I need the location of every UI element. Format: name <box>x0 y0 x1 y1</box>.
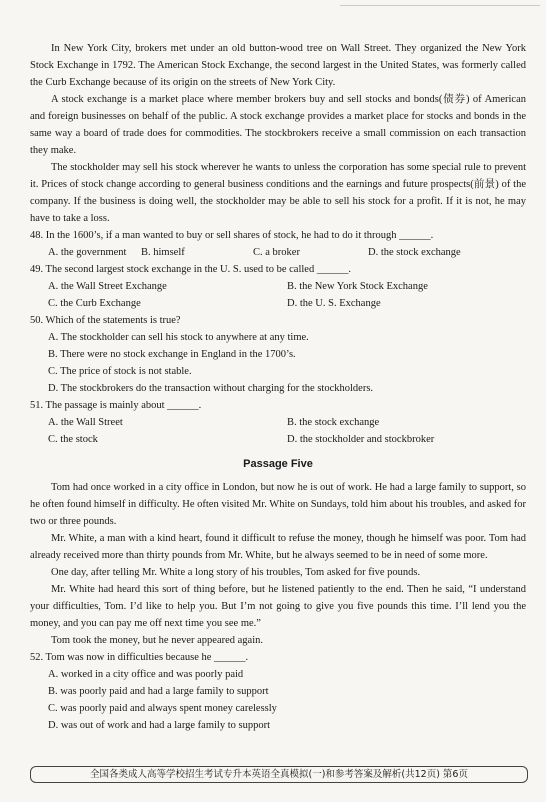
option-d: D. was out of work and had a large family to support <box>48 720 271 731</box>
passage5-paragraph-1: Tom had once worked in a city office in London, but now he is out of work. He had a large family to support, so he often found himself in difficulty. He often visited Mr. White on Sundays, told him about his troubles, and asked for two or three pounds. <box>30 482 526 527</box>
option-a: A. worked in a city office and was poorly paid <box>48 669 244 680</box>
option-a: A. the government <box>48 247 127 258</box>
question-stem: 50. Which of the statements is true? <box>30 315 181 326</box>
option-c: C. The price of stock is not stable. <box>48 366 192 377</box>
passage5-paragraph-2: Mr. White, a man with a kind heart, found it difficult to refuse the money, though he himself was poor. Tom had already received more than thirty pounds from Mr. White, but he always seemed to be in need of some more. <box>30 533 526 561</box>
question-52 <box>30 649 526 734</box>
passage5-paragraph-4: Mr. White had heard this sort of thing before, but he listened patiently to the end. Then he said, “I understand your difficulties, Tom. I’d like to help you. But I’m not going to give you five pounds this time. I’ll lend you the money, and you can pay me off next time you see me.” <box>30 584 526 629</box>
option-a: A. the Wall Street Exchange <box>48 281 167 292</box>
option-b: B. the stock exchange <box>287 417 380 428</box>
question-stem: 49. The second largest stock exchange in the U. S. used to be called ______. <box>30 264 351 275</box>
option-d: D. the U. S. Exchange <box>287 298 381 309</box>
question-stem: 48. In the 1600’s, if a man wanted to buy or sell shares of stock, he had to do it through ______. <box>30 230 434 241</box>
option-list <box>30 244 526 261</box>
passage5-paragraph-5: Tom took the money, but he never appeared again. <box>51 635 264 646</box>
passage4-paragraph-2: A stock exchange is a market place where member brokers buy and sell stocks and bonds(债券) of American and foreign businesses on behalf of the public. A stock exchange provides a market place for stocks and bonds in the same way a board of trade does for commodities. The stockbrokers receive a small commission on each transaction they make. <box>30 94 526 156</box>
question-stem: 51. The passage is mainly about ______. <box>30 400 202 411</box>
option-c: C. was poorly paid and always spent money carelessly <box>48 703 277 714</box>
passage5-paragraph-3: One day, after telling Mr. White a long story of his troubles, Tom asked for five pounds. <box>51 567 421 578</box>
passage4-paragraph-3: The stockholder may sell his stock wherever he wants to unless the corporation has some special rule to prevent it. Prices of stock change according to general business conditions and the earnings and future prospects(前景) of the company. If the business is doing well, the stockholder may be able to sell his stock for a profit. If it is not, he may have to take a loss. <box>30 162 526 224</box>
exam-page <box>30 40 526 734</box>
option-b: B. himself <box>141 247 185 258</box>
option-b: B. the New York Stock Exchange <box>287 281 428 292</box>
option-list <box>30 414 526 448</box>
passage4-paragraph-1: In New York City, brokers met under an old button-wood tree on Wall Street. They organized the New York Stock Exchange in 1792. The American Stock Exchange, the second largest in the United States, was formerly called the Curb Exchange because of its origin on the streets of New York City. <box>30 43 526 88</box>
passage5-title: Passage Five <box>243 458 313 470</box>
option-c: C. a broker <box>253 247 300 258</box>
option-list <box>30 278 526 312</box>
question-50 <box>30 312 526 397</box>
header-rule <box>340 5 540 6</box>
option-c: C. the stock <box>48 434 98 445</box>
option-b: B. There were no stock exchange in England in the 1700’s. <box>48 349 296 360</box>
option-d: D. The stockbrokers do the transaction without charging for the stockholders. <box>48 383 374 394</box>
option-c: C. the Curb Exchange <box>48 298 141 309</box>
question-51 <box>30 397 526 448</box>
page-footer: 全国各类成人高等学校招生考试专升本英语全真模拟(一)和参考答案及解析(共12页) 第6页 <box>30 766 528 783</box>
option-d: D. the stockholder and stockbroker <box>287 434 435 445</box>
question-49 <box>30 261 526 312</box>
option-a: A. the Wall Street <box>48 417 123 428</box>
option-a: A. The stockholder can sell his stock to anywhere at any time. <box>48 332 309 343</box>
question-stem: 52. Tom was now in difficulties because he ______. <box>30 652 249 663</box>
option-d: D. the stock exchange <box>368 247 461 258</box>
question-48 <box>30 227 526 261</box>
option-b: B. was poorly paid and had a large family to support <box>48 686 269 697</box>
